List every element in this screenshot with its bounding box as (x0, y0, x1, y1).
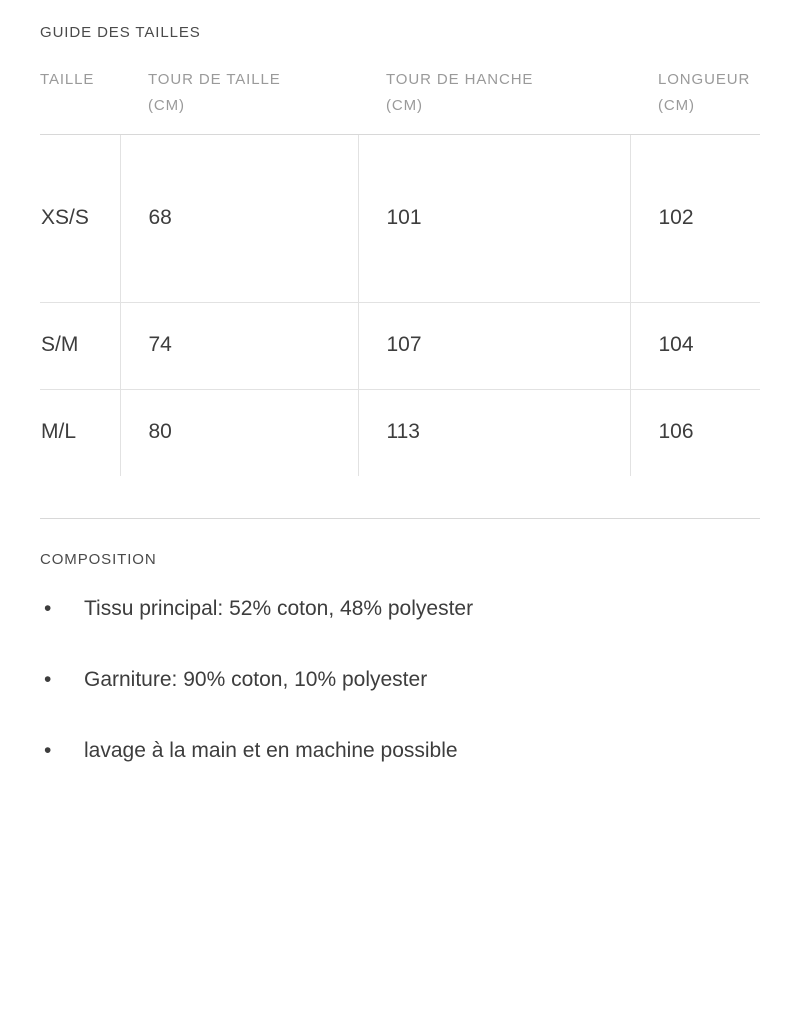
composition-list (40, 594, 760, 766)
cell-length: 102 (630, 134, 760, 302)
list-item (40, 665, 760, 694)
list-item-label: Tissu principal: 52% coton, 48% polyester (84, 596, 474, 620)
cell-length: 104 (630, 302, 760, 389)
list-item (40, 736, 760, 765)
column-header-hip (358, 67, 630, 134)
bullet-icon: • (44, 596, 52, 620)
table-row (40, 134, 760, 302)
list-item-label: Garniture: 90% coton, 10% polyester (84, 667, 428, 691)
list-item-label: lavage à la main et en machine possible (84, 739, 458, 763)
cell-hip: 113 (358, 389, 630, 476)
cell-size: M/L (41, 420, 77, 444)
cell-waist: 68 (120, 134, 358, 302)
table-row (40, 302, 760, 389)
column-header-waist-unit: (CM) (148, 97, 185, 115)
column-header-length-label: LONGUEUR (658, 71, 751, 88)
table-header (40, 67, 760, 134)
bullet-icon: • (44, 667, 52, 691)
column-header-waist-label: TOUR DE TAILLE (148, 71, 281, 88)
column-header-length (630, 67, 760, 134)
column-header-waist (120, 67, 358, 134)
size-guide-title: GUIDE DES TAILLES (40, 24, 201, 41)
cell-waist: 74 (120, 302, 358, 389)
section-divider (40, 518, 760, 519)
cell-size: S/M (40, 302, 120, 389)
column-header-hip-label: TOUR DE HANCHE (386, 71, 534, 88)
cell-waist: 80 (120, 389, 358, 476)
cell-size: XS/S (40, 134, 120, 302)
size-guide-table (40, 67, 760, 476)
bullet-icon: • (44, 739, 52, 763)
column-header-hip-unit: (CM) (386, 97, 423, 115)
cell-hip: 101 (358, 134, 630, 302)
table-body (40, 134, 760, 476)
composition-title: COMPOSITION (40, 550, 157, 568)
cell-hip: 107 (358, 302, 630, 389)
column-header-size (40, 67, 120, 134)
table-header-row (40, 67, 760, 134)
cell-length: 106 (630, 389, 760, 476)
column-header-length-unit: (CM) (658, 97, 695, 115)
list-item (40, 594, 760, 623)
table-row (40, 389, 760, 476)
column-header-size-label: TAILLE (40, 71, 95, 88)
